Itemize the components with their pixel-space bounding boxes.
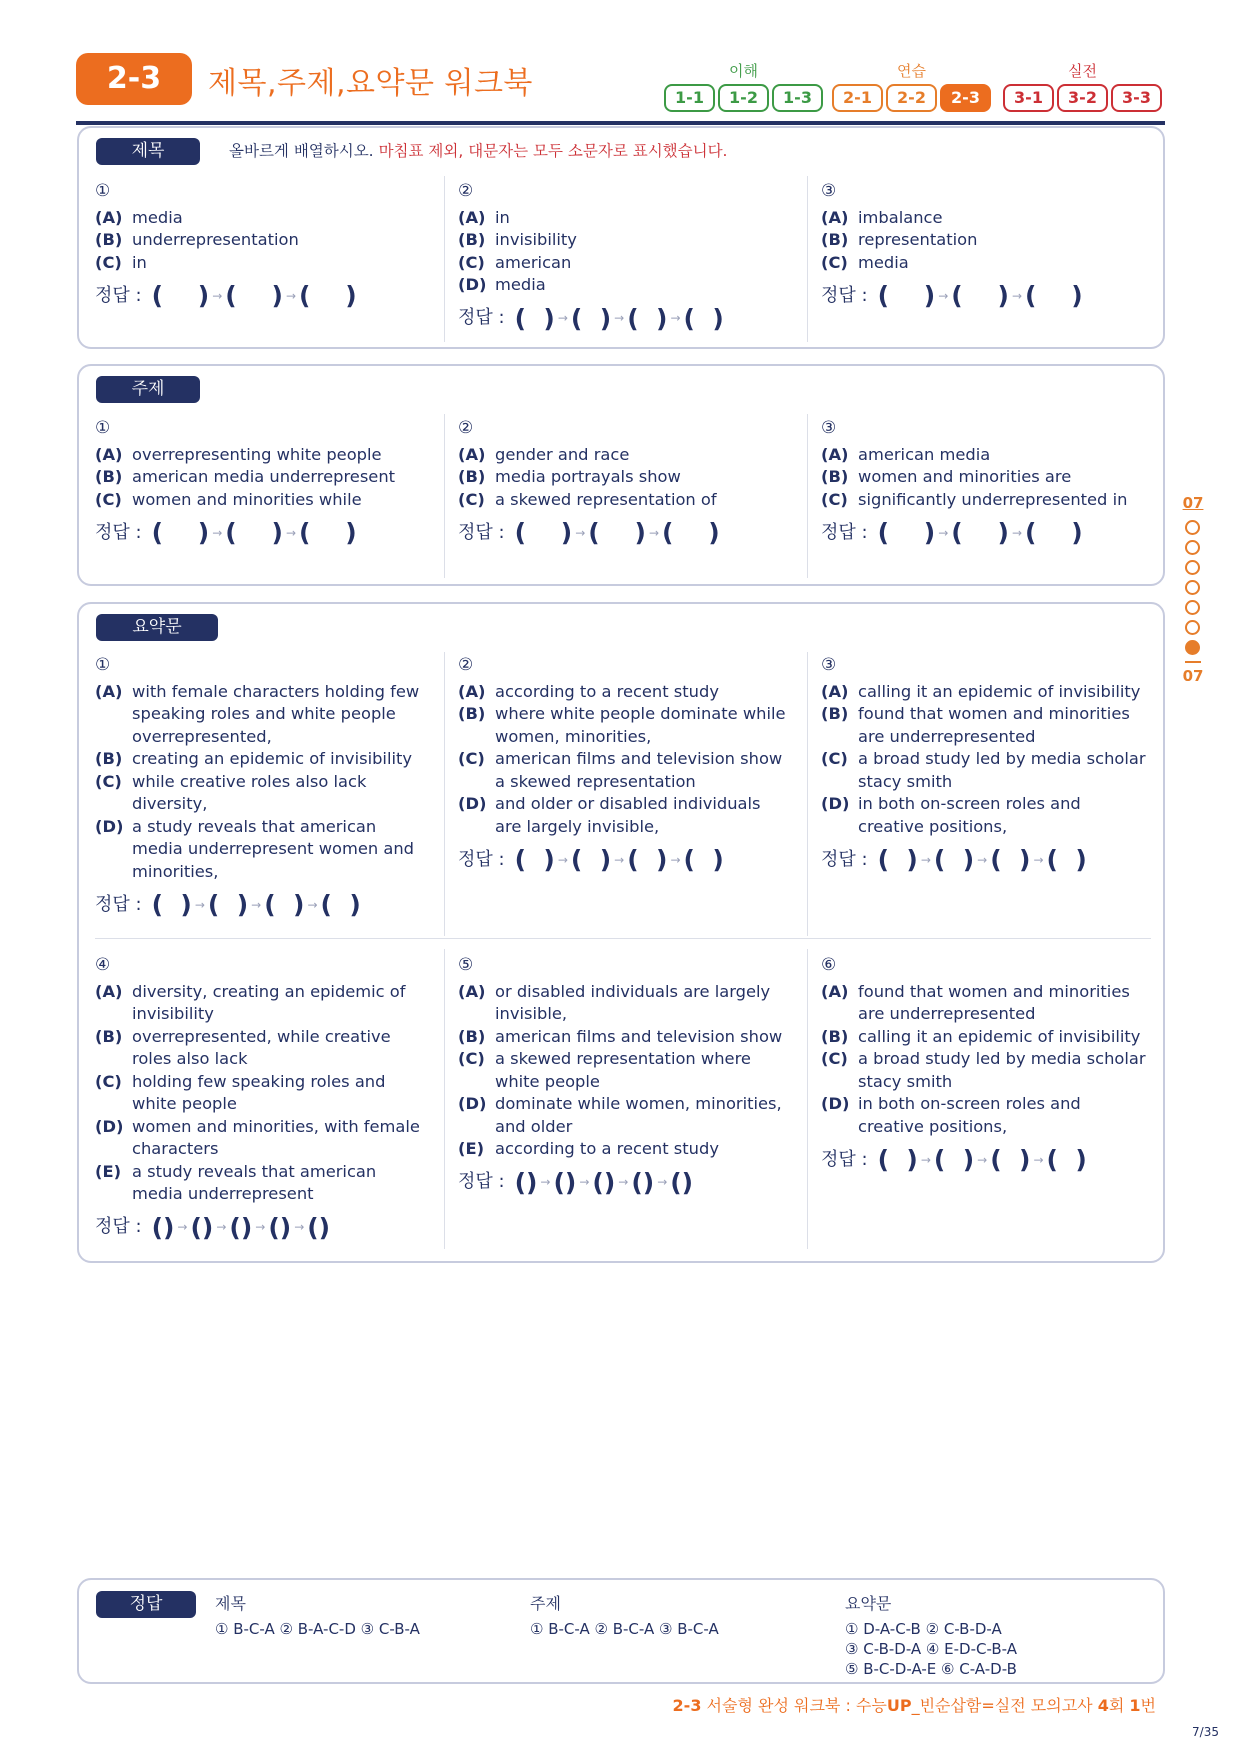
problem-number: ③ bbox=[821, 418, 837, 438]
footer-hoe: 회 bbox=[1108, 1696, 1130, 1715]
answer-key-line: ③ C-B-D-A ④ E-D-C-B-A bbox=[845, 1640, 1017, 1658]
option: (C) in bbox=[95, 252, 147, 272]
instruction-main: 올바르게 배열하시오. bbox=[229, 142, 374, 160]
option: (B) american media underrepresent bbox=[95, 467, 396, 486]
option: (A) found that women and minorities are underrepresented bbox=[821, 981, 1130, 1023]
problem-3 bbox=[821, 654, 1151, 873]
footer-text2: _빈순삽함=실전 모의고사 bbox=[911, 1696, 1098, 1715]
answer-blanks[interactable]: 정답 : ( ) → ( ) → ( ) bbox=[95, 281, 357, 310]
step-1-3[interactable]: 1-3 bbox=[772, 84, 823, 112]
problem-number: ① bbox=[95, 418, 111, 438]
answer-blanks[interactable]: 정답 : ( ) → ( ) → ( ) → ( ) bbox=[821, 1145, 1087, 1174]
problem-3 bbox=[821, 180, 1151, 309]
footer-up: UP bbox=[886, 1696, 912, 1715]
footer bbox=[673, 1693, 1156, 1716]
answer-blanks[interactable]: 정답 : ( ) → ( ) → ( ) → ( ) bbox=[821, 845, 1087, 874]
page-title: 제목,주제,요약문 워크북 bbox=[208, 66, 533, 101]
instruction-note: 마침표 제외, 대문자는 모두 소문자로 표시했습니다. bbox=[378, 142, 728, 160]
footer-round: 4 bbox=[1097, 1696, 1109, 1715]
section-label-topic: 주제 bbox=[96, 376, 200, 403]
row-divider bbox=[95, 938, 1151, 939]
problem-1 bbox=[95, 654, 425, 918]
problem-1 bbox=[95, 180, 425, 309]
title-section bbox=[77, 126, 1165, 349]
footer-text: 서술형 완성 워크북 : 수능 bbox=[706, 1696, 887, 1715]
option: (D) dominate while women, minorities, and older bbox=[458, 1094, 782, 1136]
column-divider bbox=[444, 949, 445, 1249]
step-group-practice bbox=[832, 60, 991, 112]
answer-blanks[interactable]: 정답 : () → () → () → () → () bbox=[95, 1212, 331, 1242]
answer-key-summary bbox=[845, 1591, 1017, 1679]
option: (C) media bbox=[821, 252, 909, 272]
answer-key-line: ① D-A-C-B ② C-B-D-A bbox=[845, 1620, 1002, 1638]
option: (A) imbalance bbox=[821, 207, 943, 227]
problem-number: ① bbox=[95, 181, 111, 201]
answer-blanks[interactable]: 정답 : () → () → () → () → () bbox=[458, 1167, 694, 1197]
option: (B) women and minorities are bbox=[821, 467, 1072, 486]
footer-no: 1 bbox=[1129, 1696, 1141, 1715]
option: (A) american media bbox=[821, 444, 991, 464]
option: (A) with female characters holding few speaking roles and white people overrepresented, bbox=[95, 681, 420, 746]
option: (B) representation bbox=[821, 230, 978, 249]
column-divider bbox=[444, 414, 445, 578]
section-label-summary: 요약문 bbox=[96, 614, 218, 641]
problem-2 bbox=[458, 654, 788, 873]
page-number: 7/35 bbox=[1192, 1725, 1219, 1739]
step-1-2[interactable]: 1-2 bbox=[718, 84, 769, 112]
option: (C) american films and television show a skewed representation bbox=[458, 749, 783, 791]
option: (B) overrepresented, while creative roles also lack bbox=[95, 1026, 391, 1068]
problem-number: ⑤ bbox=[458, 955, 474, 975]
option: (B) invisibility bbox=[458, 230, 577, 249]
option: (A) media bbox=[95, 207, 183, 227]
option: (B) media portrayals show bbox=[458, 467, 681, 486]
option: (C) a skewed representation where white people bbox=[458, 1049, 751, 1091]
problem-number: ② bbox=[458, 418, 474, 438]
option: (C) american bbox=[458, 252, 572, 272]
problem-2 bbox=[458, 417, 788, 546]
tracker-circles bbox=[1185, 520, 1201, 655]
option: (D) women and minorities, with female characters bbox=[95, 1116, 420, 1158]
problem-6 bbox=[821, 954, 1151, 1173]
step-2-3-active[interactable]: 2-3 bbox=[940, 84, 991, 112]
problem-number: ③ bbox=[821, 655, 837, 675]
answer-key-label: 정답 bbox=[96, 1591, 196, 1618]
problem-number: ④ bbox=[95, 955, 111, 975]
option: (D) in both on-screen roles and creative positions, bbox=[821, 794, 1081, 836]
step-3-3[interactable]: 3-3 bbox=[1111, 84, 1162, 112]
option: (C) a broad study led by media scholar stacy smith bbox=[821, 1049, 1146, 1091]
option: (A) according to a recent study bbox=[458, 681, 719, 701]
step-2-2[interactable]: 2-2 bbox=[886, 84, 937, 112]
footer-code: 2-3 bbox=[672, 1696, 702, 1715]
option: (B) american films and television show bbox=[458, 1026, 783, 1046]
step-group-label: 실전 bbox=[1068, 62, 1097, 80]
problem-number: ① bbox=[95, 655, 111, 675]
problem-number: ③ bbox=[821, 181, 837, 201]
answer-key-line: ① B-C-A ② B-A-C-D ③ C-B-A bbox=[215, 1620, 420, 1638]
problem-number: ② bbox=[458, 181, 474, 201]
option: (C) significantly underrepresented in bbox=[821, 489, 1128, 509]
tracker-circle-icon bbox=[1185, 580, 1200, 595]
answer-key-topic bbox=[530, 1591, 719, 1639]
answer-blanks[interactable]: 정답 : ( ) → ( ) → ( ) bbox=[821, 281, 1083, 310]
answer-blanks[interactable]: 정답 : ( ) → ( ) → ( ) → ( ) bbox=[458, 303, 724, 333]
answer-blanks[interactable]: 정답 : ( ) → ( ) → ( ) bbox=[821, 518, 1083, 547]
tracker-circle-filled-icon bbox=[1185, 640, 1200, 655]
tracker-number-bottom: 07 bbox=[1182, 667, 1204, 685]
option: (A) in bbox=[458, 207, 510, 227]
answer-key bbox=[77, 1578, 1165, 1684]
topic-section bbox=[77, 364, 1165, 586]
step-3-2[interactable]: 3-2 bbox=[1057, 84, 1108, 112]
problem-5 bbox=[458, 954, 788, 1196]
summary-section bbox=[77, 602, 1165, 1263]
page-tracker bbox=[1178, 494, 1208, 685]
option: (C) while creative roles also lack diversity, bbox=[95, 771, 367, 813]
option: (D) in both on-screen roles and creative positions, bbox=[821, 1094, 1081, 1136]
tracker-circle-icon bbox=[1185, 520, 1200, 535]
column-divider bbox=[807, 949, 808, 1249]
option: (B) calling it an epidemic of invisibility bbox=[821, 1026, 1141, 1046]
step-1-1[interactable]: 1-1 bbox=[664, 84, 715, 112]
option: (A) overrepresenting white people bbox=[95, 444, 382, 464]
option: (B) found that women and minorities are underrepresented bbox=[821, 704, 1130, 746]
problem-2 bbox=[458, 180, 788, 332]
option: (E) a study reveals that american media underrepresent bbox=[95, 1161, 377, 1203]
step-group-real bbox=[1003, 60, 1162, 112]
option: (B) creating an epidemic of invisibility bbox=[95, 749, 413, 768]
option: (D) and older or disabled individuals are largely invisible, bbox=[458, 794, 761, 836]
step-3-1[interactable]: 3-1 bbox=[1003, 84, 1054, 112]
answer-blanks[interactable]: 정답 : ( ) → ( ) → ( ) → ( ) bbox=[458, 845, 724, 874]
option: (B) underrepresentation bbox=[95, 230, 299, 249]
tracker-circle-icon bbox=[1185, 620, 1200, 635]
option: (A) calling it an epidemic of invisibility bbox=[821, 681, 1141, 701]
step-2-1[interactable]: 2-1 bbox=[832, 84, 883, 112]
tracker-rule bbox=[1185, 661, 1201, 663]
header-rule bbox=[76, 121, 1165, 125]
option: (C) a skewed representation of bbox=[458, 489, 717, 509]
section-label-title: 제목 bbox=[96, 138, 200, 165]
problem-3 bbox=[821, 417, 1151, 546]
column-divider bbox=[807, 176, 808, 342]
option: (C) a broad study led by media scholar stacy smith bbox=[821, 749, 1146, 791]
answer-key-line: ① B-C-A ② B-C-A ③ B-C-A bbox=[530, 1620, 719, 1638]
instruction bbox=[229, 139, 728, 161]
option: (B) where white people dominate while women, minorities, bbox=[458, 704, 786, 746]
answer-key-title bbox=[215, 1591, 420, 1639]
option: (A) diversity, creating an epidemic of invisibility bbox=[95, 981, 406, 1023]
option: (D) a study reveals that american media underrepresent women and minorities, bbox=[95, 816, 414, 881]
option: (C) holding few speaking roles and white people bbox=[95, 1071, 386, 1113]
tracker-circle-icon bbox=[1185, 540, 1200, 555]
tracker-circle-icon bbox=[1185, 600, 1200, 615]
tracker-circle-icon bbox=[1185, 560, 1200, 575]
option: (D) media bbox=[458, 275, 546, 294]
answer-blanks[interactable]: 정답 : ( ) → ( ) → ( ) bbox=[95, 518, 357, 547]
answer-key-heading: 제목 bbox=[215, 1594, 246, 1613]
option: (C) women and minorities while bbox=[95, 489, 362, 509]
column-divider bbox=[444, 652, 445, 936]
problem-number: ② bbox=[458, 655, 474, 675]
step-group-label: 이해 bbox=[729, 62, 758, 80]
option: (E) according to a recent study bbox=[458, 1139, 719, 1158]
answer-blanks[interactable]: 정답 : ( ) → ( ) → ( ) bbox=[458, 518, 720, 547]
answer-key-line: ⑤ B-C-D-A-E ⑥ C-A-D-B bbox=[845, 1660, 1017, 1678]
column-divider bbox=[807, 414, 808, 578]
option: (A) or disabled individuals are largely invisible, bbox=[458, 981, 771, 1023]
option: (A) gender and race bbox=[458, 444, 630, 464]
problem-number: ⑥ bbox=[821, 955, 837, 975]
step-group-understand bbox=[664, 60, 823, 112]
answer-blanks[interactable]: 정답 : ( ) → ( ) → ( ) → ( ) bbox=[95, 890, 361, 919]
tracker-number-top: 07 bbox=[1182, 494, 1204, 512]
column-divider bbox=[444, 176, 445, 342]
problem-1 bbox=[95, 417, 425, 546]
answer-key-heading: 주제 bbox=[530, 1594, 561, 1613]
footer-beon: 번 bbox=[1140, 1696, 1156, 1715]
lesson-code-badge: 2-3 bbox=[76, 53, 192, 105]
answer-key-heading: 요약문 bbox=[845, 1594, 892, 1613]
step-group-label: 연습 bbox=[897, 62, 926, 80]
column-divider bbox=[807, 652, 808, 936]
problem-4 bbox=[95, 954, 425, 1241]
